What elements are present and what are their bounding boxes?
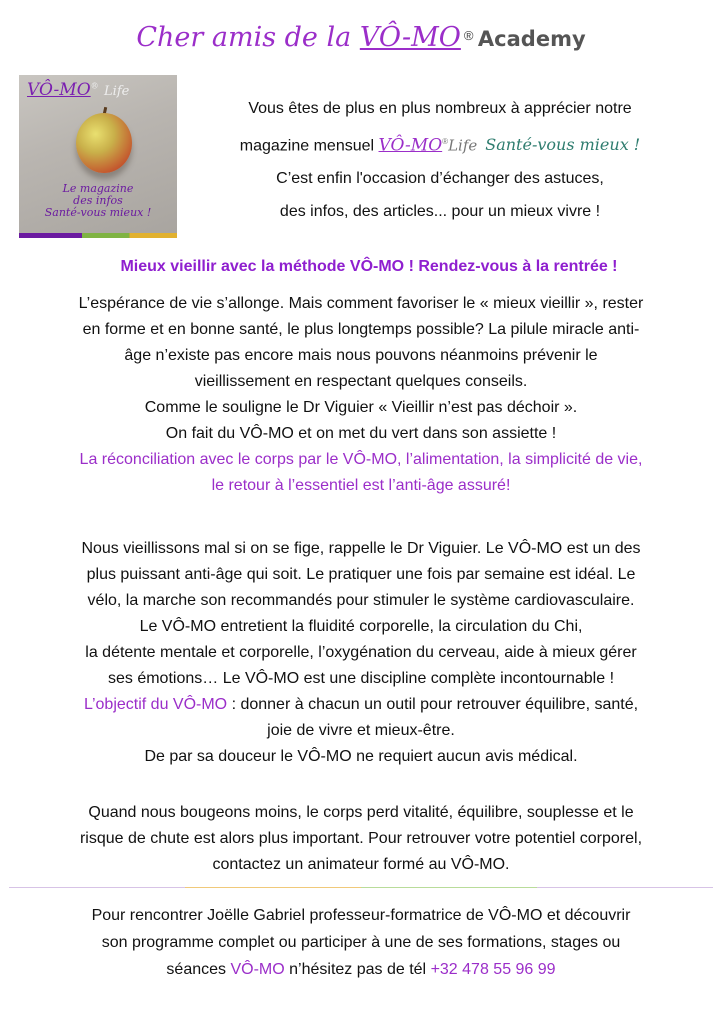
footer-line xyxy=(20,956,702,983)
intro-line xyxy=(180,125,700,162)
intro-slogan: Santé-vous mieux ! xyxy=(485,135,641,155)
paragraph-line: vélo, la marche son recommandés pour stimuler le système cardiovasculaire. xyxy=(87,592,635,609)
objective-text: : donner à chacun un outil pour retrouver équilibre, santé, xyxy=(227,696,639,713)
paragraph-line: vieillissement en respectant quelques conseils. xyxy=(194,373,528,390)
paragraph-aging xyxy=(20,536,702,770)
paragraph-line-highlight: La réconciliation avec le corps par le VÔ-MO, l’alimentation, la simplicité de vie, xyxy=(79,451,643,468)
title-brand: VÔ-MO xyxy=(359,22,461,53)
paragraph-line: On fait du VÔ-MO et on met du vert dans son assiette ! xyxy=(165,425,557,442)
footer-brand: VÔ-MO xyxy=(230,961,285,978)
cover-brand: VÔ-MO xyxy=(27,80,91,100)
footer-line: Pour rencontrer Joëlle Gabriel professeur-formatrice de VÔ-MO et découvrir xyxy=(91,907,631,924)
paragraph-longevity xyxy=(20,291,702,499)
magazine-cover-image xyxy=(19,75,177,238)
intro-brand: VÔ-MO xyxy=(378,135,443,156)
paragraph-line: Nous vieillissons mal si on se fige, rappelle le Dr Viguier. Le VÔ-MO est un des xyxy=(81,540,641,557)
apple-image xyxy=(76,113,132,173)
paragraph-mobility xyxy=(20,800,702,878)
paragraph-line: Quand nous bougeons moins, le corps perd vitalité, équilibre, souplesse et le xyxy=(88,804,634,821)
paragraph-line: contactez un animateur formé au VÔ-MO. xyxy=(212,856,510,873)
cover-registered-mark: ® xyxy=(90,81,99,91)
cover-tagline-line: Le magazine xyxy=(62,182,134,195)
paragraph-line: Le VÔ-MO entretient la fluidité corporelle, la circulation du Chi, xyxy=(139,618,583,635)
page-title xyxy=(0,22,722,53)
intro-line2-prefix: magazine mensuel xyxy=(239,137,379,155)
intro-line: des infos, des articles... pour un mieux vivre ! xyxy=(279,203,601,221)
paragraph-line xyxy=(20,692,702,718)
intro-life: Life xyxy=(448,136,478,155)
paragraph-line: plus puissant anti-âge qui soit. Le pratiquer une fois par semaine est idéal. Le xyxy=(86,566,636,583)
objective-label: L’objectif du VÔ-MO xyxy=(83,696,228,713)
cover-tagline-line: Santé-vous mieux ! xyxy=(44,206,152,219)
intro-line: C’est enfin l'occasion d’échanger des astuces, xyxy=(276,170,604,188)
intro-registered-mark: ® xyxy=(442,137,449,146)
paragraph-line-highlight: le retour à l’essentiel est l’anti-âge assuré! xyxy=(211,477,511,494)
divider xyxy=(9,887,713,888)
intro-line: Vous êtes de plus en plus nombreux à apprécier notre xyxy=(248,100,632,117)
cover-color-bar xyxy=(19,233,177,238)
paragraph-line: ses émotions… Le VÔ-MO est une discipline complète incontournable ! xyxy=(107,670,615,687)
paragraph-line: âge n’existe pas encore mais nous pouvons néanmoins prévenir le xyxy=(124,347,598,364)
cover-life: Life xyxy=(104,84,130,99)
cover-tagline xyxy=(19,183,177,219)
footer-contact xyxy=(20,902,702,983)
title-academy: Academy xyxy=(477,27,586,51)
paragraph-line: la détente mentale et corporelle, l’oxygénation du cerveau, aide à mieux gérer xyxy=(85,644,637,661)
title-greeting: Cher amis de la xyxy=(136,22,360,53)
registered-mark: ® xyxy=(463,27,474,43)
paragraph-line: De par sa douceur le VÔ-MO ne requiert aucun avis médical. xyxy=(144,748,578,765)
section-heading: Mieux vieillir avec la méthode VÔ-MO ! Rendez-vous à la rentrée ! xyxy=(120,258,618,275)
paragraph-line: Comme le souligne le Dr Viguier « Vieillir n’est pas déchoir ». xyxy=(144,399,578,416)
footer-line: son programme complet ou participer à une de ses formations, stages ou xyxy=(101,934,621,951)
paragraph-line: joie de vivre et mieux-être. xyxy=(267,722,455,739)
paragraph-line: en forme et en bonne santé, le plus longtemps possible? La pilule miracle anti- xyxy=(82,321,640,338)
cover-title xyxy=(27,80,129,100)
cover-tagline-line: des infos xyxy=(73,194,123,207)
intro-text xyxy=(180,92,700,228)
footer-line3-mid: n’hésitez pas de tél xyxy=(284,961,431,978)
paragraph-line: L’espérance de vie s’allonge. Mais comment favoriser le « mieux vieillir », rester xyxy=(78,295,644,312)
paragraph-line: risque de chute est alors plus important. Pour retrouver votre potentiel corporel, xyxy=(79,830,643,847)
phone-number-link[interactable]: +32 478 55 96 99 xyxy=(430,961,556,978)
footer-line3-prefix: séances xyxy=(166,961,231,978)
